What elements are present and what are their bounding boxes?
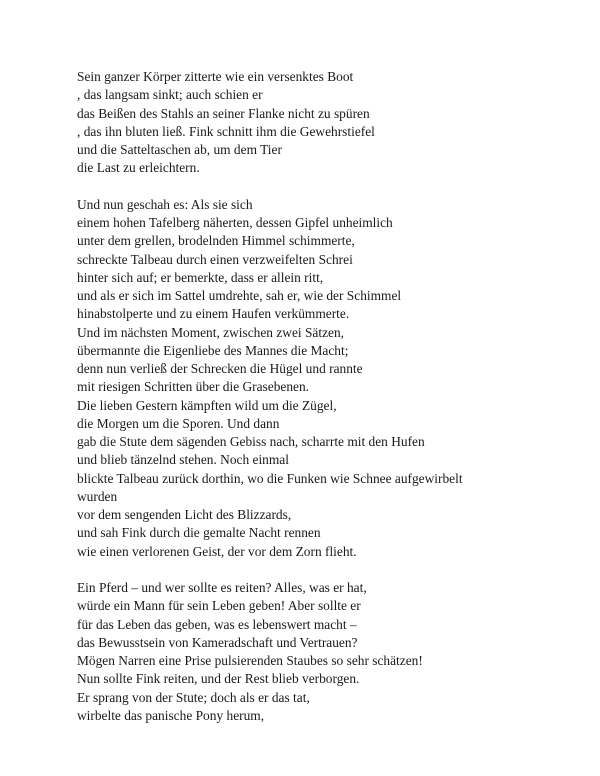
text-line: und als er sich im Sattel umdrehte, sah er, wie der Schimmel [77, 288, 402, 303]
text-line: die Morgen um die Sporen. Und dann [77, 415, 280, 431]
text-line: blickte Talbeau zurück dorthin, wo die Funken wie Schnee aufgewirbelt [77, 470, 463, 486]
text-line: und blieb tänzelnd stehen. Noch einmal [77, 452, 289, 468]
stanza-3 [77, 579, 577, 725]
text-line: die Last zu erleichtern. [77, 160, 200, 176]
text-line: übermannte die Eigenliebe des Mannes die Macht; [77, 342, 349, 358]
stanza-1 [77, 68, 577, 178]
text-line: vor dem sengenden Licht des Blizzards, [77, 507, 292, 522]
text-line: gab die Stute dem sägenden Gebiss nach, scharrte mit den Hufen [77, 434, 425, 449]
text-line: , das langsam sinkt; auch schien er [77, 87, 263, 103]
stanza-2 [77, 196, 577, 561]
text-line: wie einen verlorenen Geist, der vor dem Zorn flieht. [77, 543, 357, 559]
text-line: für das Leben das geben, was es lebenswert macht – [77, 616, 357, 632]
text-line: hinabstolperte und zu einem Haufen verkümmerte. [77, 306, 350, 322]
text-line: Und nun geschah es: Als sie sich [77, 196, 253, 212]
text-line: einem hohen Tafelberg näherten, dessen Gipfel unheimlich [77, 215, 393, 230]
text-line: und die Satteltaschen ab, um dem Tier [77, 142, 282, 157]
text-line: denn nun verließ der Schrecken die Hügel und rannte [77, 361, 363, 376]
text-line: Mögen Narren eine Prise pulsierenden Staubes so sehr schätzen! [77, 653, 423, 668]
text-line: Nun sollte Fink reiten, und der Rest blieb verborgen. [77, 671, 360, 687]
text-line: Er sprang von der Stute; doch als er das tat, [77, 689, 310, 705]
text-line: Ein Pferd – und wer sollte es reiten? Alles, was er hat, [77, 580, 367, 595]
text-line: wirbelte das panische Pony herum, [77, 707, 265, 723]
text-line: wurden [77, 488, 118, 504]
poem-text [77, 68, 577, 725]
text-line: Und im nächsten Moment, zwischen zwei Sätzen, [77, 324, 344, 340]
text-line: würde ein Mann für sein Leben geben! Aber sollte er [77, 598, 361, 614]
text-line: Die lieben Gestern kämpften wild um die Zügel, [77, 397, 337, 413]
text-line: schreckte Talbeau durch einen verzweifelten Schrei [77, 251, 353, 267]
text-line: und sah Fink durch die gemalte Nacht rennen [77, 525, 321, 541]
text-line: das Bewusstsein von Kameradschaft und Vertrauen? [77, 634, 358, 650]
text-line: Sein ganzer Körper zitterte wie ein versenktes Boot [77, 69, 354, 84]
text-line: , das ihn bluten ließ. Fink schnitt ihm die Gewehrstiefel [77, 123, 375, 139]
text-line: hinter sich auf; er bemerkte, dass er allein ritt, [77, 269, 324, 285]
text-line: das Beißen des Stahls an seiner Flanke nicht zu spüren [77, 105, 370, 121]
text-line: unter dem grellen, brodelnden Himmel schimmerte, [77, 233, 355, 249]
text-line: mit riesigen Schritten über die Grasebenen. [77, 379, 310, 395]
